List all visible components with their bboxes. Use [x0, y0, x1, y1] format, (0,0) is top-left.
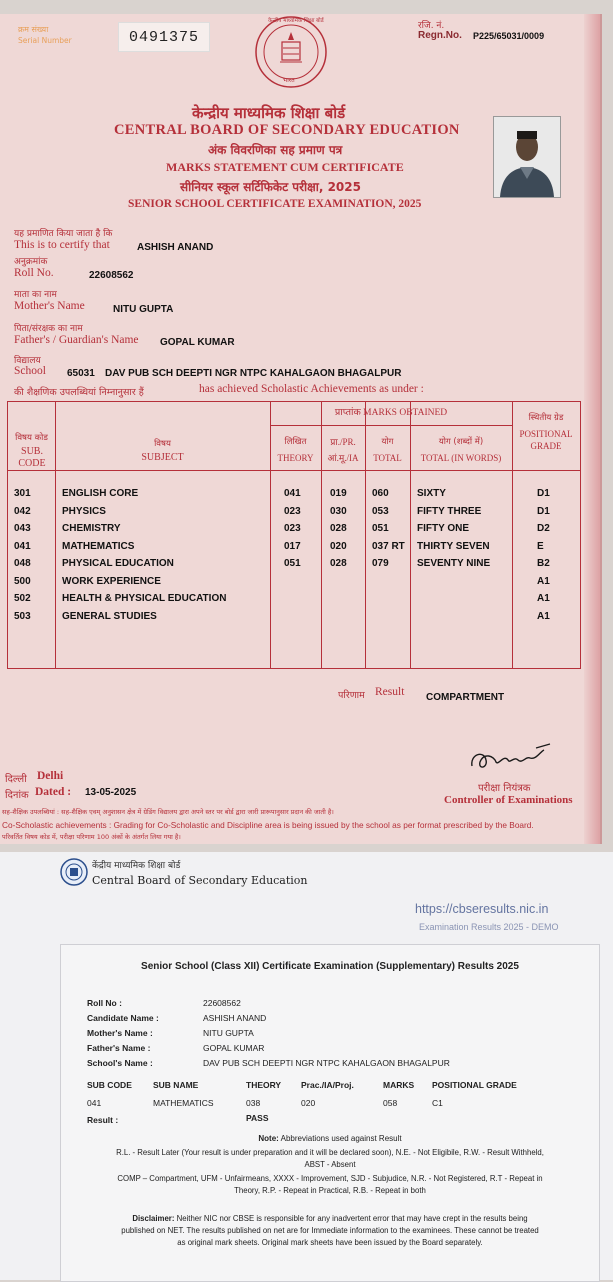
subject-name: MATHEMATICS [62, 541, 135, 552]
person-photo-icon [494, 117, 560, 197]
result-board-hindi: केंद्रीय माध्यमिक शिक्षा बोर्ड [92, 861, 181, 871]
certify-label: This is to certify that [14, 239, 110, 251]
total-in-words: FIFTY THREE [417, 506, 482, 517]
serial-label: Serial Number [18, 36, 72, 45]
statement-title-hindi: अंक विवरणिका सह प्रमाण पत्र [208, 143, 343, 157]
col-sub-code: SUB CODE [87, 1080, 132, 1090]
positional-grade: A1 [537, 593, 550, 604]
result-hindi: परिणाम [338, 690, 365, 701]
subject-row [8, 593, 580, 609]
result-board-name: Central Board of Secondary Education [92, 874, 308, 887]
theory-marks: 017 [284, 541, 301, 552]
th-sub-code: SUB. CODE [18, 446, 46, 469]
total-in-words: SIXTY [417, 488, 446, 499]
father-name: GOPAL KUMAR [160, 337, 235, 348]
theory-marks: 023 [284, 506, 301, 517]
total-in-words: FIFTY ONE [417, 523, 470, 534]
seal-text-top: केन्द्रीय माध्यमिक शिक्षा बोर्ड [268, 18, 324, 24]
footer-note-hindi: सह-शैक्षिक उपलब्धियां : सह-शैक्षिक एवम् अनुशासन क्षेत्र में ग्रेडिंग विद्यालय द्वारा अपने स्तर पर बोर्ड द्वारा जारी प्रारूपानुसार प्रदान की जाती है। [2, 808, 334, 816]
board-name: CENTRAL BOARD OF SECONDARY EDUCATION [114, 122, 460, 138]
sub-code: 500 [14, 576, 31, 587]
note-line-4: Theory, R.P. - Repeat in Practical, R.B. - Repeat in both [234, 1186, 426, 1195]
positional-grade: E [537, 541, 544, 552]
subject-row [8, 488, 580, 504]
field-label-roll: Roll No : [87, 998, 122, 1008]
th-theory-hindi: लिखित [284, 437, 307, 447]
positional-grade: D1 [537, 488, 550, 499]
subject-name: GENERAL STUDIES [62, 611, 157, 622]
dated-label: Dated : [35, 786, 72, 798]
note-line-2: ABST - Absent [304, 1160, 356, 1169]
th-total: TOTAL [373, 453, 402, 463]
regn-number: P225/65031/0009 [473, 31, 545, 41]
father-hindi: पिता/संरक्षक का नाम [14, 324, 83, 334]
cell-practical: 020 [301, 1098, 316, 1108]
theory-marks: 023 [284, 523, 301, 534]
serial-label-hindi: क्रम संख्या [18, 25, 49, 34]
cbse-logo-icon [60, 858, 88, 886]
marks-table [7, 401, 581, 669]
theory-marks: 041 [284, 488, 301, 499]
mother-name: NITU GUPTA [113, 304, 174, 315]
positional-grade: D1 [537, 506, 550, 517]
field-value-name: ASHISH ANAND [203, 1013, 267, 1023]
positional-grade: A1 [537, 611, 550, 622]
cell-theory: 038 [246, 1098, 261, 1108]
subject-name: CHEMISTRY [62, 523, 121, 534]
school-code: 65031 [67, 368, 95, 379]
achievement-label: has achieved Scholastic Achievements as under : [199, 383, 424, 395]
th-marks-obtained: प्राप्तांक MARKS OBTAINED [334, 408, 448, 418]
roll-hindi: अनुक्रमांक [14, 257, 48, 267]
total-in-words: THIRTY SEVEN [417, 541, 490, 552]
total-in-words: SEVENTY NINE [417, 558, 491, 569]
col-grade: POSITIONAL GRADE [432, 1080, 517, 1090]
th-total-hindi: योग [381, 437, 394, 447]
col-theory: THEORY [246, 1080, 282, 1090]
col-practical: Prac./IA/Proj. [301, 1080, 354, 1090]
subject-row [8, 506, 580, 522]
total-marks: 051 [372, 523, 389, 534]
cell-grade: C1 [432, 1098, 443, 1108]
note-title: Note: [258, 1134, 279, 1143]
mother-label: Mother's Name [14, 300, 85, 312]
th-ia: आं.मू./IA [327, 453, 359, 463]
col-marks: MARKS [383, 1080, 415, 1090]
dated-value: 13-05-2025 [85, 787, 137, 798]
th-words-hindi: योग (शब्दों में) [438, 437, 484, 447]
subject-row [8, 558, 580, 574]
subject-name: PHYSICAL EDUCATION [62, 558, 174, 569]
controller-title: Controller of Examinations [444, 794, 573, 806]
father-label: Father's / Guardian's Name [14, 334, 139, 346]
sub-code: 503 [14, 611, 31, 622]
subject-name: ENGLISH CORE [62, 488, 139, 499]
th-pr: प्रा./PR. [330, 437, 356, 447]
online-result-label: Result : [87, 1115, 119, 1125]
exam-title-hindi: सीनियर स्कूल सर्टिफिकेट परीक्षा, 2025 [180, 180, 361, 194]
th-theory: THEORY [277, 453, 314, 463]
disclaimer-line-2: published on NET. The results published on net are for Immediate information to the examinees. These cannot be treated [121, 1226, 539, 1235]
field-value-father: GOPAL KUMAR [203, 1043, 265, 1053]
candidate-name: ASHISH ANAND [137, 242, 214, 253]
total-marks: 079 [372, 558, 389, 569]
school-hindi: विद्यालय [14, 356, 41, 366]
footer-note-hindi-2: परिवर्तित विषय कोड में, परीक्षा परिणाम 100 अंकों के अंतर्गत लिया गया है। [2, 833, 181, 841]
statement-title: MARKS STATEMENT CUM CERTIFICATE [166, 160, 404, 174]
th-subject-hindi: विषय [154, 439, 171, 449]
marks-certificate [0, 14, 602, 844]
serial-number: 0491375 [118, 22, 210, 52]
candidate-photo [493, 116, 561, 198]
note-heading [61, 1134, 599, 1143]
practical-marks: 019 [330, 488, 347, 499]
sub-code: 042 [14, 506, 31, 517]
seal-text-bottom: भारत [283, 77, 295, 84]
disclaimer-line-1 [61, 1214, 599, 1223]
positional-grade: B2 [537, 558, 550, 569]
sub-code: 048 [14, 558, 31, 569]
result-subtitle: Examination Results 2025 - DEMO [419, 922, 559, 932]
th-subject: SUBJECT [141, 452, 184, 463]
subject-name: HEALTH & PHYSICAL EDUCATION [62, 593, 227, 604]
disclaimer-label: Disclaimer: [132, 1214, 175, 1223]
subject-row [8, 541, 580, 557]
school-label: School [14, 365, 46, 377]
disclaimer-text-1: Neither NIC nor CBSE is responsible for any inadvertent error that may have crept in the results being [176, 1214, 528, 1223]
field-value-roll: 22608562 [203, 998, 241, 1008]
dated-hindi: दिनांक [5, 790, 29, 801]
field-label-father: Father's Name : [87, 1043, 151, 1053]
col-sub-name: SUB NAME [153, 1080, 199, 1090]
subject-name: WORK EXPERIENCE [62, 576, 161, 587]
th-grade-hindi: स्थितीय ग्रेड [528, 413, 564, 423]
online-result-value: PASS [246, 1113, 269, 1123]
certify-hindi: यह प्रमाणित किया जाता है कि [14, 229, 113, 239]
note-line-3: COMP – Compartment, UFM - Unfairmeans, XXXX - Improvement, SJD - Subjudice, N.R. - Not Registered, R.T - Repeat in [117, 1174, 543, 1183]
practical-marks: 028 [330, 558, 347, 569]
regn-hindi: रजि. नं. [418, 21, 445, 31]
cell-sub-code: 041 [87, 1098, 102, 1108]
field-label-mother: Mother's Name : [87, 1028, 153, 1038]
result-card [60, 944, 600, 1282]
sub-code: 301 [14, 488, 31, 499]
footer-note: Co-Scholastic achievements : Grading for Co-Scholastic and Discipline area is being issued by the school as per format prescribed by the Board. [2, 820, 534, 830]
note-title-rest: Abbreviations used against Result [280, 1134, 402, 1143]
field-value-school: DAV PUB SCH DEEPTI NGR NTPC KAHALGAON BHAGALPUR [203, 1058, 450, 1068]
subject-row [8, 611, 580, 627]
total-marks: 060 [372, 488, 389, 499]
achievement-hindi: की शैक्षणिक उपलब्धियां निम्नानुसार हैं [14, 387, 144, 398]
subject-row [8, 523, 580, 539]
roll-number: 22608562 [89, 270, 134, 281]
practical-marks: 028 [330, 523, 347, 534]
result-label: Result [375, 686, 405, 698]
exam-title: SENIOR SCHOOL CERTIFICATE EXAMINATION, 2025 [128, 198, 422, 210]
positional-grade: D2 [537, 523, 550, 534]
regn-label: Regn.No. [418, 30, 462, 41]
controller-signature [466, 740, 556, 776]
sub-code: 041 [14, 541, 31, 552]
practical-marks: 020 [330, 541, 347, 552]
practical-marks: 030 [330, 506, 347, 517]
note-line-1: R.L. - Result Later (Your result is under preparation and it will be declared soon), N.E. - Not Eligibile, R.W. - Result Withheld, [116, 1148, 544, 1157]
place-hindi: दिल्ली [5, 774, 27, 785]
online-result-page [0, 852, 613, 1280]
mother-hindi: माता का नाम [14, 290, 57, 300]
positional-grade: A1 [537, 576, 550, 587]
th-grade: POSITIONAL GRADE [519, 429, 573, 451]
sub-code: 043 [14, 523, 31, 534]
field-label-name: Candidate Name : [87, 1013, 159, 1023]
th-words: TOTAL (IN WORDS) [420, 453, 502, 463]
th-sub-code-hindi: विषय कोड [15, 433, 48, 443]
field-label-school: School's Name : [87, 1058, 153, 1068]
result-value: COMPARTMENT [426, 692, 505, 703]
cell-marks: 058 [383, 1098, 398, 1108]
result-title: Senior School (Class XII) Certificate Examination (Supplementary) Results 2025 [141, 961, 519, 972]
subject-name: PHYSICS [62, 506, 106, 517]
theory-marks: 051 [284, 558, 301, 569]
field-value-mother: NITU GUPTA [203, 1028, 254, 1038]
place: Delhi [37, 770, 64, 782]
total-marks: 037 RT [372, 541, 405, 552]
roll-label: Roll No. [14, 267, 54, 279]
board-name-hindi: केन्द्रीय माध्यमिक शिक्षा बोर्ड [192, 104, 346, 122]
disclaimer-line-3: as original mark sheets. Original mark sheets have been issued by the Board separately. [177, 1238, 483, 1247]
sub-code: 502 [14, 593, 31, 604]
result-url-link[interactable]: https://cbseresults.nic.in [415, 902, 549, 916]
subject-row [8, 576, 580, 592]
cell-sub-name: MATHEMATICS [153, 1098, 214, 1108]
controller-hindi: परीक्षा नियंत्रक [478, 783, 531, 794]
school-name: DAV PUB SCH DEEPTI NGR NTPC KAHALGAON BHAGALPUR [105, 368, 402, 379]
total-marks: 053 [372, 506, 389, 517]
